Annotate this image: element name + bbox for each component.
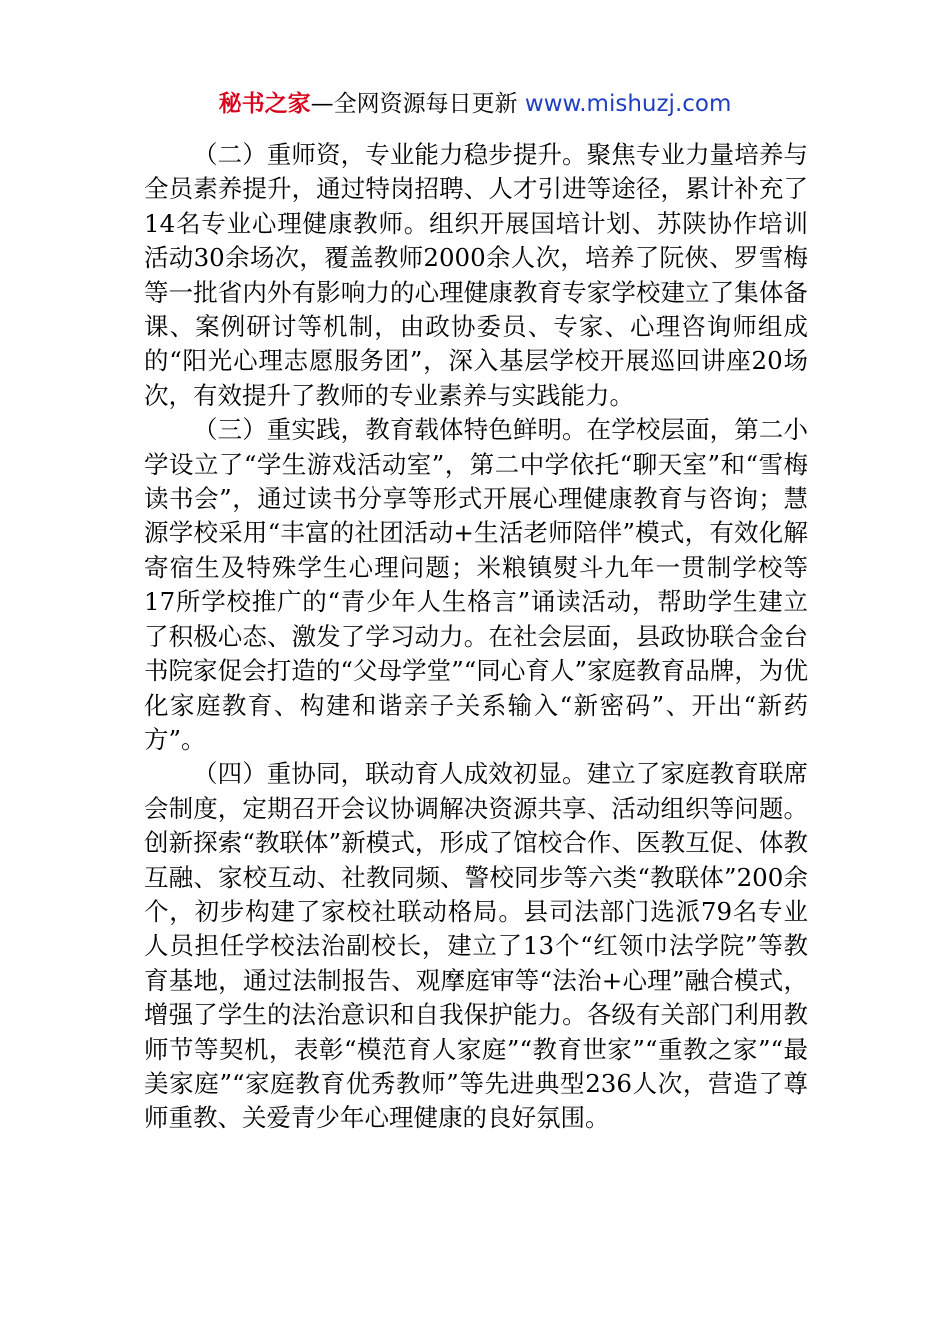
header-tagline: —全网资源每日更新: [310, 91, 525, 117]
site-header: [0, 88, 950, 120]
paragraph-practice: （三）重实践，教育载体特色鲜明。在学校层面，第二小学设立了“学生游戏活动室”，第二中学依托“聊天室”和“雪梅读书会”，通过读书分享等形式开展心理健康教育与咨询；慧源学校采用“丰富的社团活动+生活老师陪伴”模式，有效化解寄宿生及特殊学生心理问题；米粮镇熨斗九年一贯制学校等17所学校推广的“青少年人生格言”诵读活动，帮助学生建立了积极心态、激发了学习动力。在社会层面，县政协联合金台书院家促会打造的“父母学堂”“同心育人”家庭教育品牌，为优化家庭教育、构建和谐亲子关系输入“新密码”、开出“新药方”。: [144, 415, 808, 754]
document-body: [144, 138, 808, 1136]
paragraph-teachers: （二）重师资，专业能力稳步提升。聚焦专业力量培养与全员素养提升，通过特岗招聘、人才引进等途径，累计补充了14名专业心理健康教师。组织开展国培计划、苏陕协作培训活动30余场次，覆盖教师2000余人次，培养了阮俠、罗雪梅等一批省内外有影响力的心理健康教育专家学校建立了集体备课、案例研讨等机制，由政协委员、专家、心理咨询师组成的“阳光心理志愿服务团”，深入基层学校开展巡回讲座20场次，有效提升了教师的专业素养与实践能力。: [144, 140, 808, 410]
brand-name: 秘书之家: [218, 91, 311, 117]
paragraph-collaboration: （四）重协同，联动育人成效初显。建立了家庭教育联席会制度，定期召开会议协调解决资源共享、活动组织等问题。创新探索“教联体”新模式，形成了馆校合作、医教互促、体教互融、家校互动、社教同频、警校同步等六类“教联体”200余个，初步构建了家校社联动格局。县司法部门选派79名专业人员担任学校法治副校长，建立了13个“红领巾法学院”等教育基地，通过法制报告、观摩庭审等“法治+心理”融合模式，增强了学生的法治意识和自我保护能力。各级有关部门利用教师节等契机，表彰“模范育人家庭”“教育世家”“重教之家”“最美家庭”“家庭教育优秀教师”等先进典型236人次，营造了尊师重教、关爱青少年心理健康的良好氛围。: [144, 759, 808, 1133]
site-link[interactable]: www.mishuzj.com: [524, 91, 732, 117]
